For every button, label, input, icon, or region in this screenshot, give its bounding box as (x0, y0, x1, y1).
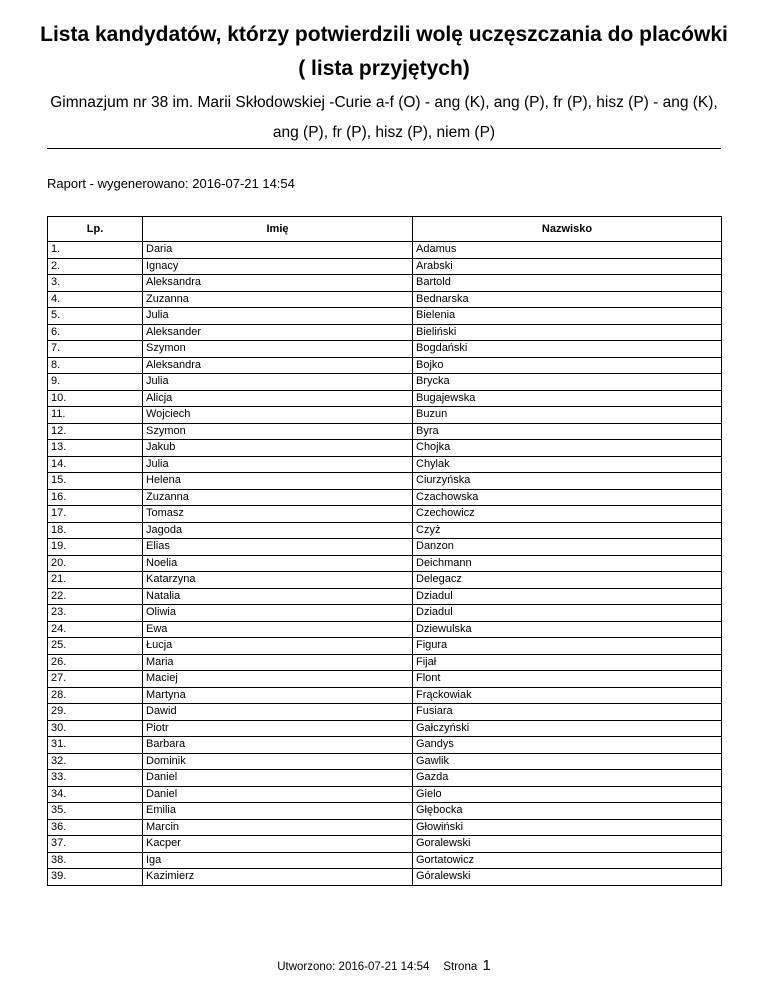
first-name-cell: Noelia (143, 555, 413, 572)
row-number-cell: 29. (48, 704, 143, 721)
last-name-cell: Dziadul (413, 605, 722, 622)
row-number-cell: 26. (48, 654, 143, 671)
table-row (48, 869, 722, 886)
table-row (48, 473, 722, 490)
table-row (48, 704, 722, 721)
column-header-lp: Lp. (48, 217, 143, 242)
row-number-cell: 28. (48, 687, 143, 704)
table-row (48, 291, 722, 308)
row-number-cell: 11. (48, 407, 143, 424)
row-number-cell: 13. (48, 440, 143, 457)
first-name-cell: Ewa (143, 621, 413, 638)
last-name-cell: Deichmann (413, 555, 722, 572)
row-number-cell: 35. (48, 803, 143, 820)
row-number-cell: 31. (48, 737, 143, 754)
last-name-cell: Bieliński (413, 324, 722, 341)
row-number-cell: 1. (48, 242, 143, 259)
row-number-cell: 32. (48, 753, 143, 770)
last-name-cell: Bednarska (413, 291, 722, 308)
column-header-last-name: Nazwisko (413, 217, 722, 242)
table-row (48, 341, 722, 358)
table-row (48, 819, 722, 836)
row-number-cell: 19. (48, 539, 143, 556)
last-name-cell: Bartold (413, 275, 722, 292)
row-number-cell: 34. (48, 786, 143, 803)
last-name-cell: Bugajewska (413, 390, 722, 407)
table-row (48, 407, 722, 424)
last-name-cell: Byra (413, 423, 722, 440)
page-label: Strona (443, 961, 478, 973)
row-number-cell: 33. (48, 770, 143, 787)
last-name-cell: Ciurzyńska (413, 473, 722, 490)
page-number: 1 (482, 957, 491, 974)
row-number-cell: 8. (48, 357, 143, 374)
table-row (48, 242, 722, 259)
table-row (48, 374, 722, 391)
first-name-cell: Julia (143, 374, 413, 391)
last-name-cell: Bielenia (413, 308, 722, 325)
table-row (48, 555, 722, 572)
last-name-cell: Gałczyński (413, 720, 722, 737)
last-name-cell: Arabski (413, 258, 722, 275)
last-name-cell: Delegacz (413, 572, 722, 589)
table-row (48, 390, 722, 407)
first-name-cell: Maciej (143, 671, 413, 688)
table-row (48, 456, 722, 473)
table-row (48, 357, 722, 374)
first-name-cell: Zuzanna (143, 489, 413, 506)
first-name-cell: Zuzanna (143, 291, 413, 308)
last-name-cell: Chojka (413, 440, 722, 457)
first-name-cell: Tomasz (143, 506, 413, 523)
table-row (48, 588, 722, 605)
first-name-cell: Ignacy (143, 258, 413, 275)
report-generated-date: Raport - wygenerowano: 2016-07-21 14:54 (47, 176, 295, 191)
last-name-cell: Gielo (413, 786, 722, 803)
table-row (48, 275, 722, 292)
table-row (48, 852, 722, 869)
table-row (48, 423, 722, 440)
table-row (48, 836, 722, 853)
last-name-cell: Gawlik (413, 753, 722, 770)
first-name-cell: Wojciech (143, 407, 413, 424)
first-name-cell: Elias (143, 539, 413, 556)
first-name-cell: Łucja (143, 638, 413, 655)
first-name-cell: Dominik (143, 753, 413, 770)
table-row (48, 753, 722, 770)
row-number-cell: 24. (48, 621, 143, 638)
first-name-cell: Dawid (143, 704, 413, 721)
first-name-cell: Daria (143, 242, 413, 259)
row-number-cell: 15. (48, 473, 143, 490)
first-name-cell: Aleksandra (143, 275, 413, 292)
row-number-cell: 2. (48, 258, 143, 275)
table-row (48, 621, 722, 638)
table-row (48, 737, 722, 754)
row-number-cell: 9. (48, 374, 143, 391)
first-name-cell: Alicja (143, 390, 413, 407)
created-date: Utworzono: 2016-07-21 14:54 (277, 961, 430, 973)
first-name-cell: Kacper (143, 836, 413, 853)
row-number-cell: 17. (48, 506, 143, 523)
row-number-cell: 3. (48, 275, 143, 292)
row-number-cell: 12. (48, 423, 143, 440)
row-number-cell: 18. (48, 522, 143, 539)
first-name-cell: Szymon (143, 341, 413, 358)
last-name-cell: Czyż (413, 522, 722, 539)
first-name-cell: Jakub (143, 440, 413, 457)
last-name-cell: Flont (413, 671, 722, 688)
first-name-cell: Julia (143, 456, 413, 473)
table-row (48, 803, 722, 820)
first-name-cell: Katarzyna (143, 572, 413, 589)
last-name-cell: Gortatowicz (413, 852, 722, 869)
table-row (48, 324, 722, 341)
first-name-cell: Jagoda (143, 522, 413, 539)
table-row (48, 770, 722, 787)
last-name-cell: Gazda (413, 770, 722, 787)
row-number-cell: 5. (48, 308, 143, 325)
first-name-cell: Piotr (143, 720, 413, 737)
first-name-cell: Kazimierz (143, 869, 413, 886)
first-name-cell: Aleksander (143, 324, 413, 341)
table-row (48, 308, 722, 325)
table-row (48, 720, 722, 737)
table-row (48, 605, 722, 622)
first-name-cell: Helena (143, 473, 413, 490)
row-number-cell: 7. (48, 341, 143, 358)
table-row (48, 654, 722, 671)
last-name-cell: Goralewski (413, 836, 722, 853)
table-row (48, 638, 722, 655)
table-row (48, 572, 722, 589)
table-row (48, 506, 722, 523)
last-name-cell: Fusiara (413, 704, 722, 721)
document-title: Lista kandydatów, którzy potwierdzili wolę uczęszczania do placówki ( lista przyjętych) (40, 23, 728, 80)
row-number-cell: 22. (48, 588, 143, 605)
last-name-cell: Danzon (413, 539, 722, 556)
first-name-cell: Szymon (143, 423, 413, 440)
row-number-cell: 30. (48, 720, 143, 737)
row-number-cell: 6. (48, 324, 143, 341)
table-header-row (48, 217, 722, 242)
row-number-cell: 20. (48, 555, 143, 572)
row-number-cell: 39. (48, 869, 143, 886)
last-name-cell: Figura (413, 638, 722, 655)
last-name-cell: Dziewulska (413, 621, 722, 638)
row-number-cell: 36. (48, 819, 143, 836)
column-header-first-name: Imię (143, 217, 413, 242)
first-name-cell: Martyna (143, 687, 413, 704)
row-number-cell: 21. (48, 572, 143, 589)
last-name-cell: Brycka (413, 374, 722, 391)
first-name-cell: Aleksandra (143, 357, 413, 374)
first-name-cell: Daniel (143, 786, 413, 803)
first-name-cell: Maria (143, 654, 413, 671)
first-name-cell: Oliwia (143, 605, 413, 622)
last-name-cell: Dziadul (413, 588, 722, 605)
row-number-cell: 38. (48, 852, 143, 869)
table-row (48, 522, 722, 539)
page-footer (0, 957, 768, 974)
first-name-cell: Daniel (143, 770, 413, 787)
first-name-cell: Barbara (143, 737, 413, 754)
school-subtitle: Gimnazjum nr 38 im. Marii Skłodowskiej -Curie a-f (O) - ang (K), ang (P), fr (P), hisz (P) - ang (K), ang (P), fr (P), hisz (P), niem (P) (50, 94, 718, 141)
candidates-table (47, 216, 722, 886)
last-name-cell: Czechowicz (413, 506, 722, 523)
first-name-cell: Emilia (143, 803, 413, 820)
table-row (48, 489, 722, 506)
last-name-cell: Bojko (413, 357, 722, 374)
last-name-cell: Głębocka (413, 803, 722, 820)
table-row (48, 687, 722, 704)
row-number-cell: 10. (48, 390, 143, 407)
last-name-cell: Chylak (413, 456, 722, 473)
row-number-cell: 4. (48, 291, 143, 308)
last-name-cell: Frąckowiak (413, 687, 722, 704)
last-name-cell: Fijał (413, 654, 722, 671)
row-number-cell: 25. (48, 638, 143, 655)
last-name-cell: Adamus (413, 242, 722, 259)
last-name-cell: Czachowska (413, 489, 722, 506)
table-row (48, 258, 722, 275)
header-divider (47, 148, 721, 149)
table-row (48, 786, 722, 803)
first-name-cell: Marcin (143, 819, 413, 836)
last-name-cell: Bogdański (413, 341, 722, 358)
first-name-cell: Julia (143, 308, 413, 325)
last-name-cell: Gandys (413, 737, 722, 754)
first-name-cell: Iga (143, 852, 413, 869)
last-name-cell: Głowiński (413, 819, 722, 836)
last-name-cell: Buzun (413, 407, 722, 424)
row-number-cell: 16. (48, 489, 143, 506)
first-name-cell: Natalia (143, 588, 413, 605)
row-number-cell: 27. (48, 671, 143, 688)
table-row (48, 539, 722, 556)
table-row (48, 671, 722, 688)
table-row (48, 440, 722, 457)
row-number-cell: 37. (48, 836, 143, 853)
row-number-cell: 14. (48, 456, 143, 473)
row-number-cell: 23. (48, 605, 143, 622)
last-name-cell: Góralewski (413, 869, 722, 886)
